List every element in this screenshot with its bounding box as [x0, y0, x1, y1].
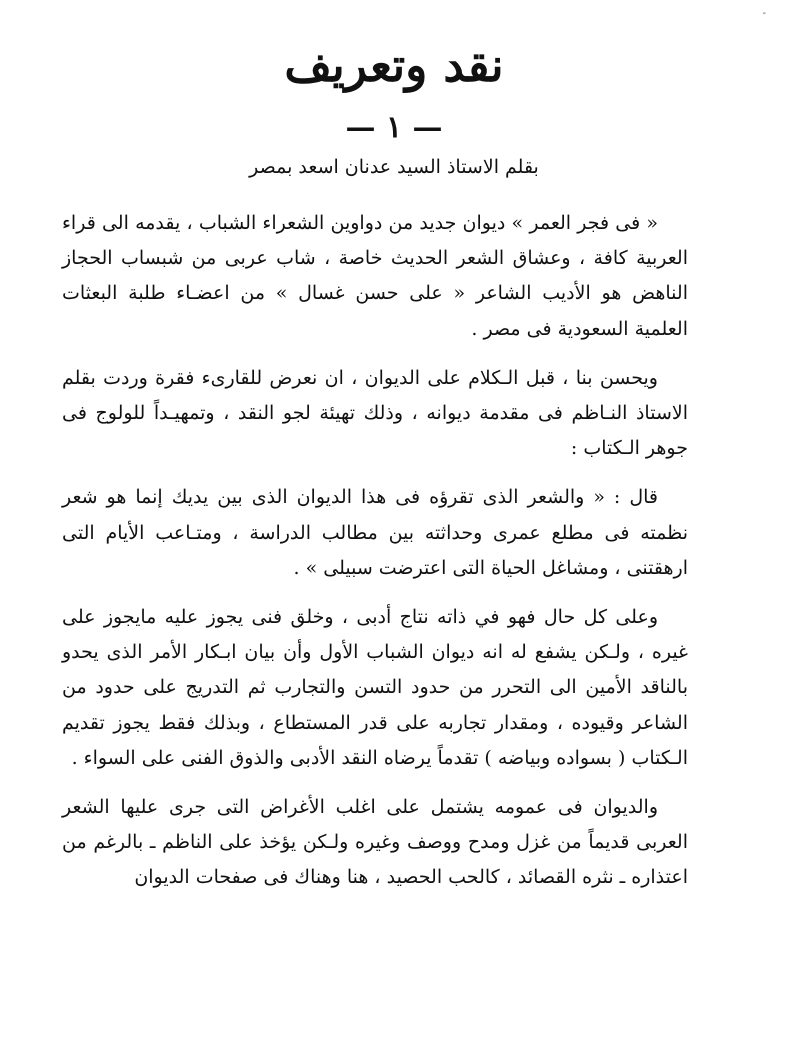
article-title: نقد وتعريف: [284, 38, 504, 92]
author-byline: بقلم الاستاذ السيد عدنان اسعد بمصر: [249, 156, 539, 178]
paragraph: وعلى كل حال فهو في ذاته نتاج أدبى ، وخلق فنى يجوز عليه مايجوز على غيره ، ولـكن يشفع له انه ديوان الشباب الأول وأن بيان ابـكار الأمر الذى يحدو بالناقد الأمين الى التحرر من حدود التسن والتجارب ثم التدريج على حدود من الشاعر وقيوده ، ومقدار تجاربه على قدر المستطاع ، وبذلك فقط يجوز تقديم الـكتاب ( بسواده وبياضه ) تقدماً يرضاه النقد الأدبى والذوق الفنى على السواء .: [62, 606, 688, 769]
paragraph: قال : « والشعر الذى تقرؤه فى هذا الديوان الذى بين يديك إنما هو شعر نظمته فى مطلع عمرى وحداثته بين مطالب الدراسة ، ومتـاعب الأيام التى ارهقتنى ، ومشاغل الحياة التى اعترضت سبيلى » .: [62, 486, 688, 579]
corner-mark: -: [762, 8, 766, 19]
paragraph: ويحسن بنا ، قبل الـكلام على الديوان ، ان نعرض للقارىء فقرة وردت بقلم الاستاذ النـاظم فى مقدمة ديوانه ، وذلك تهيئة لجو النقد ، وتمهيـداً للولوج فى جوهر الـكتاب :: [62, 366, 688, 460]
paragraph: والديوان فى عمومه يشتمل على اغلب الأغراض التى جرى عليها الشعر العربى قديماً من غزل ومدح ووصف وغيره ولـكن يؤخذ على الناظم ـ بالرغم من اعتذاره ـ نثره القصائد ، كالحب الحصيد ، هنا وهناك فى صفحات الديوان: [62, 796, 688, 889]
paragraph: « فى فجر العمر » ديوان جديد من دواوين الشعراء الشباب ، يقدمه الى قراء العربية كافة ، وعشاق الشعر الحديث خاصة ، شاب عربى من شبساب الحجاز الناهض هو الأديب الشاعر « على حسن غسال » من اعضـاء طلبة البعثات العلمية السعودية فى مصر .: [62, 212, 688, 340]
article-body: [62, 206, 688, 896]
section-number: — ١ —: [345, 110, 443, 145]
